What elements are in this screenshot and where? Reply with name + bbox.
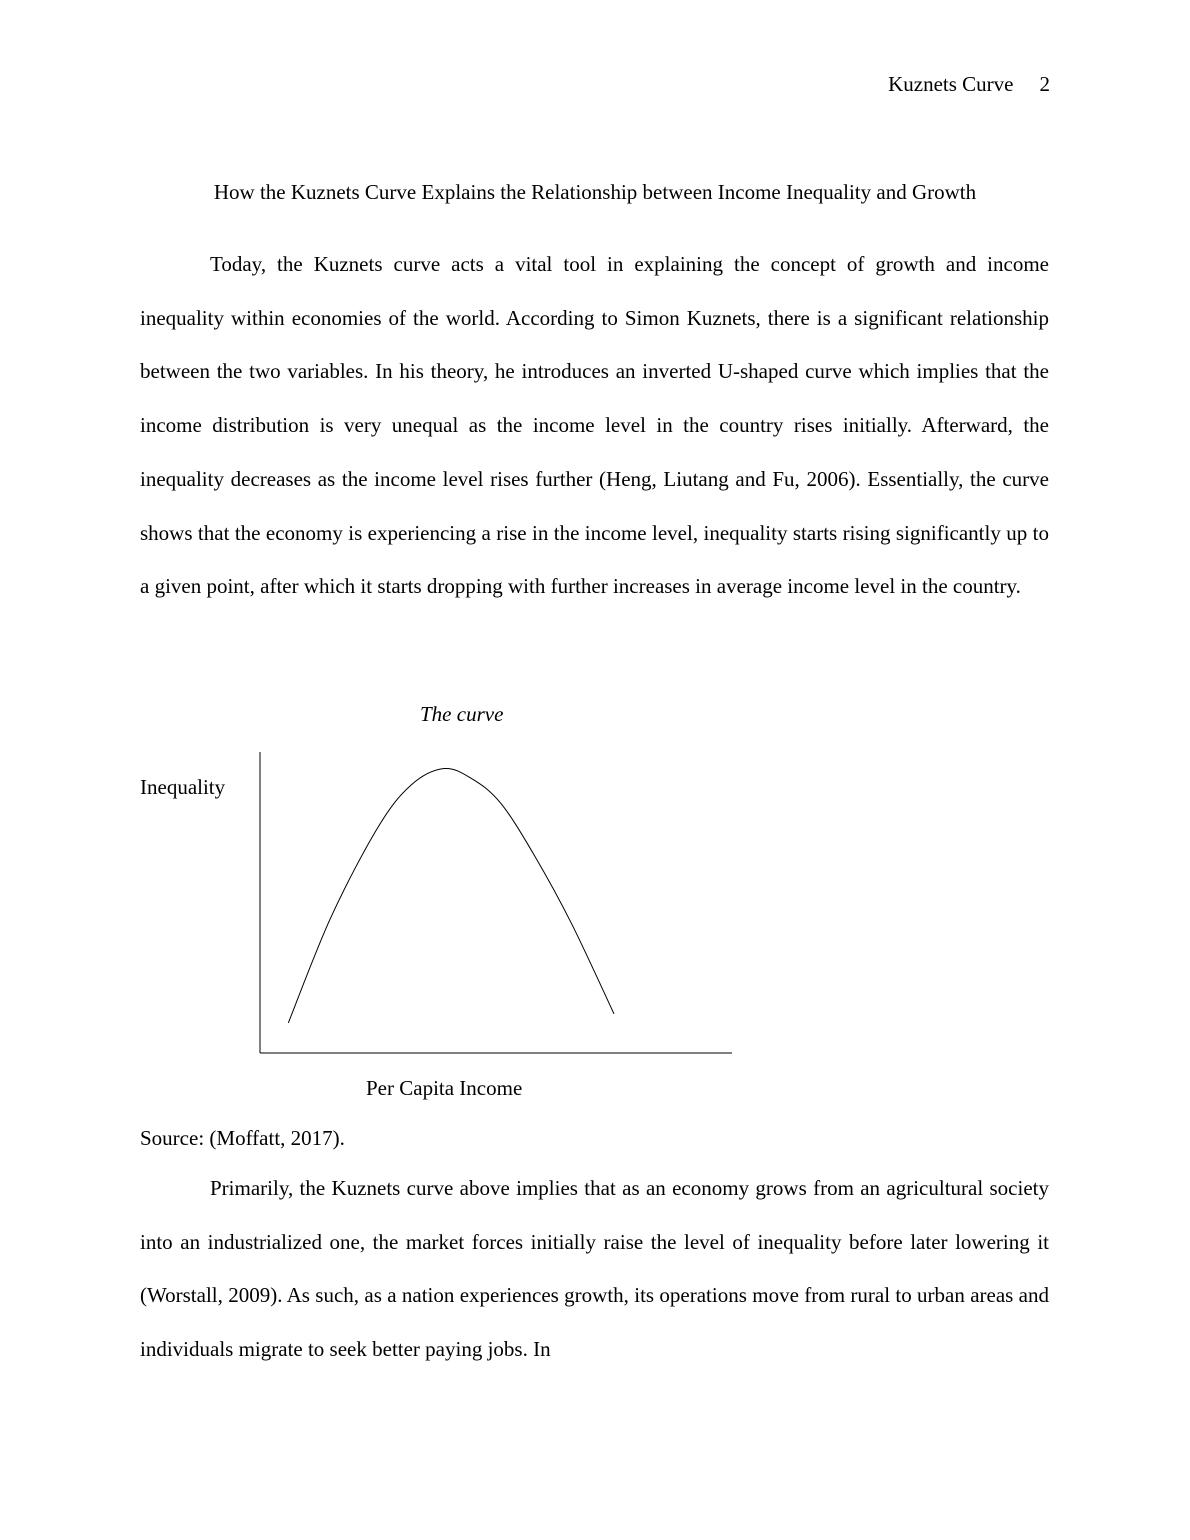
document-title: How the Kuznets Curve Explains the Relationship between Income Inequality and Growth bbox=[213, 180, 977, 204]
chart-x-axis-label: Per Capita Income bbox=[366, 1076, 523, 1100]
figure-source: Source: (Moffatt, 2017). bbox=[140, 1126, 345, 1150]
body-paragraph-2: Primarily, the Kuznets curve above implies that as an economy grows from an agricultural society into an industrialized one, the market forces initially raise the level of inequality before later lowering it (Worstall, 2009). As such, as a nation experiences growth, its operations move from rural to urban areas and individuals migrate to seek better paying jobs. In bbox=[140, 1176, 1049, 1362]
kuznets-curve-chart bbox=[250, 745, 740, 1060]
figure-title: The curve bbox=[420, 702, 504, 726]
running-head bbox=[888, 70, 1050, 98]
chart-series-line bbox=[288, 768, 614, 1022]
body-paragraph-1: Today, the Kuznets curve acts a vital tool in explaining the concept of growth and income inequality within economies of the world. According to Simon Kuznets, there is a significant relationship between the two variables. In his theory, he introduces an inverted U-shaped curve which implies that the income distribution is very unequal as the income level in the country rises initially. Afterward, the inequality decreases as the income level rises further (Heng, Liutang and Fu, 2006). Essentially, the curve shows that the economy is experiencing a rise in the income level, inequality starts rising significantly up to a given point, after which it starts dropping with further increases in average income level in the country. bbox=[140, 252, 1049, 599]
chart-y-axis-label: Inequality bbox=[140, 775, 226, 799]
page-number: 2 bbox=[1039, 72, 1050, 96]
running-head-title: Kuznets Curve bbox=[888, 72, 1014, 96]
